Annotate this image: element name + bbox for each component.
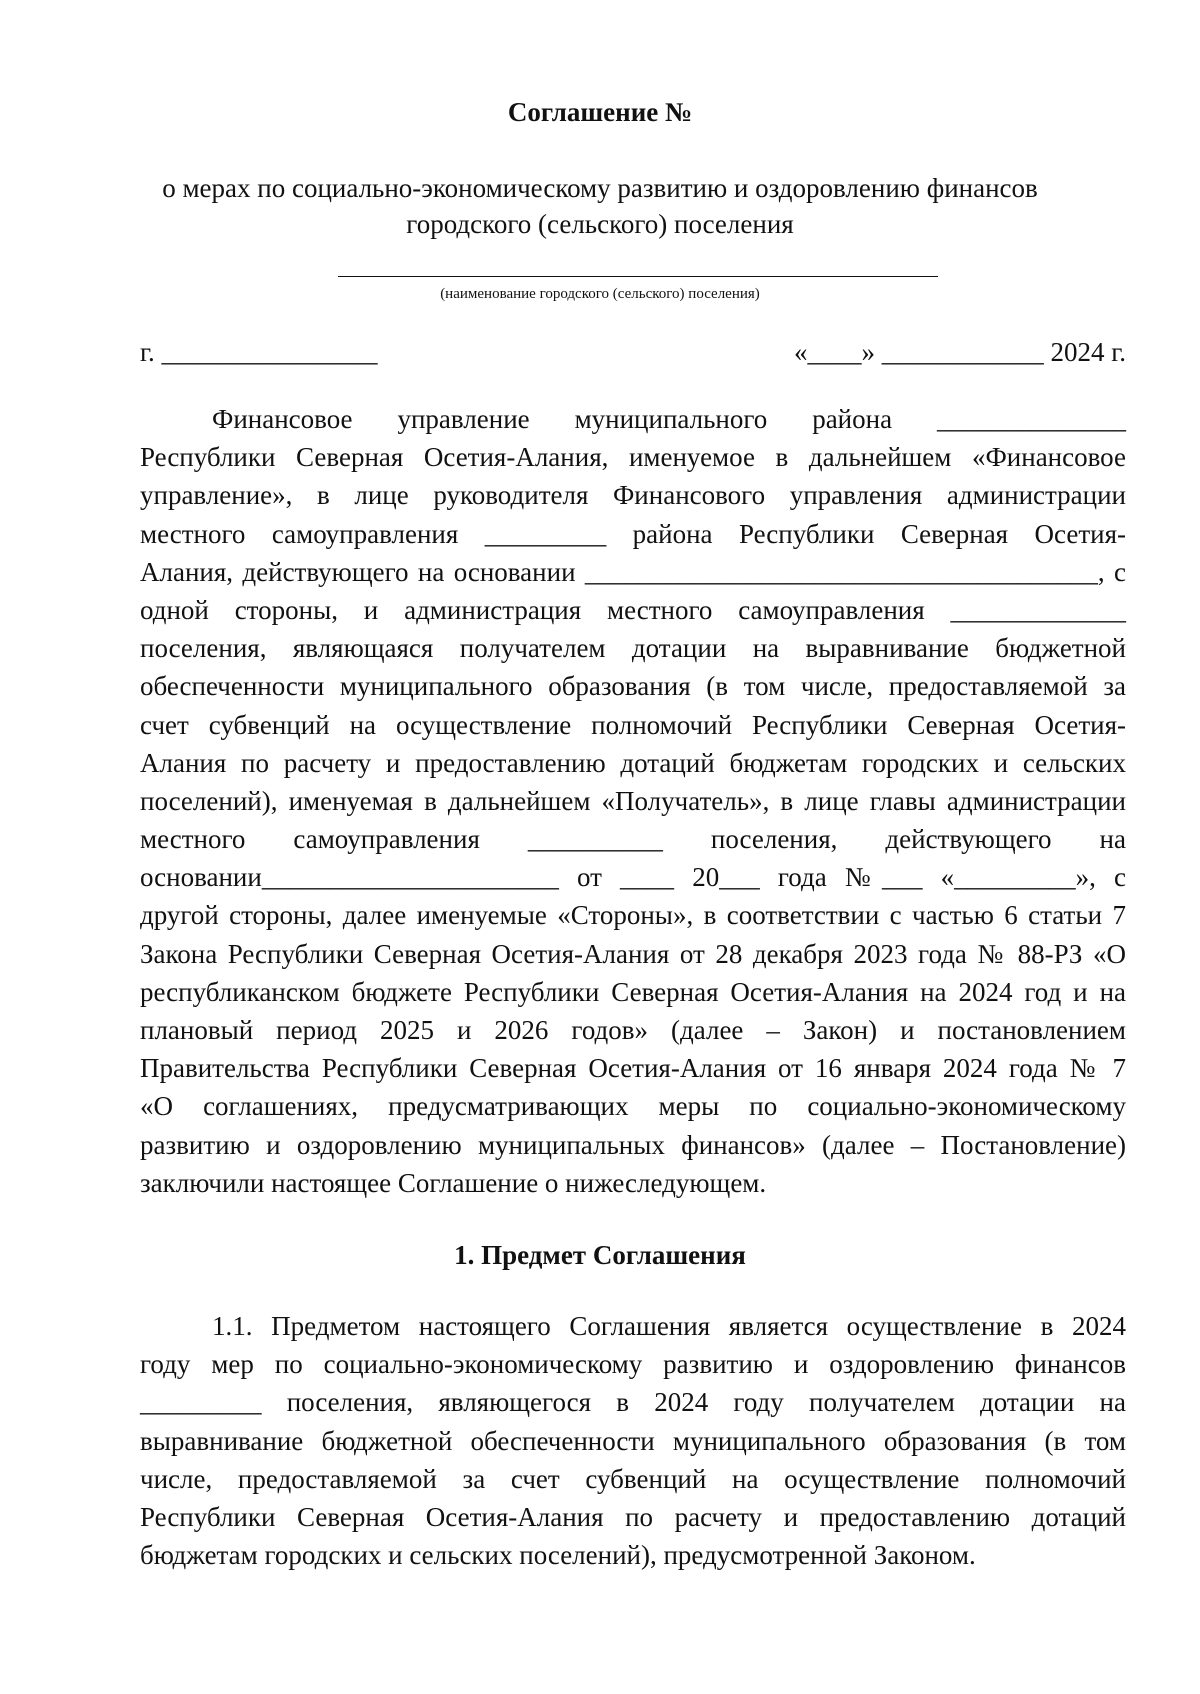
paragraph-line: развитию и оздоровлению муниципальных финансов» (далее – Постановление) <box>140 1129 1126 1160</box>
paragraph-line: Республики Северная Осетия-Алания, именуемое в дальнейшем «Финансовое <box>140 442 1126 473</box>
paragraph-line: одной стороны, и администрация местного самоуправления _____________ <box>140 594 1126 625</box>
paragraph-line: Алания по расчету и предоставлению дотаций бюджетам городских и сельских <box>140 747 1126 778</box>
intro-paragraph <box>140 400 1126 1202</box>
paragraph-line: обеспеченности муниципального образования (в том числе, предоставляемой за <box>140 671 1126 702</box>
paragraph-line: другой стороны, далее именуемые «Стороны», в соответствии с частью 6 статьи 7 <box>140 900 1126 931</box>
paragraph-line: Республики Северная Осетия-Алания по расчету и предоставлению дотаций <box>140 1501 1126 1532</box>
date-field: «____» ____________ 2024 г. <box>793 337 1126 367</box>
paragraph-line: управление», в лице руководителя Финансового управления администрации <box>140 480 1126 511</box>
paragraph-line: Закона Республики Северная Осетия-Алания от 28 декабря 2023 года № 88-РЗ «О <box>140 938 1126 969</box>
settlement-name-blank <box>338 276 938 277</box>
paragraph-line: Алания, действующего на основании ______________________________________, с <box>140 556 1126 587</box>
paragraph-line: основании______________________ от ____ 20___ года №___ «_________», с <box>140 862 1126 893</box>
paragraph-line: местного самоуправления __________ поселения, действующего на <box>140 824 1126 855</box>
paragraph-line: бюджетам городских и сельских поселений), предусмотренной Законом. <box>140 1540 976 1571</box>
paragraph-line: «О соглашениях, предусматривающих меры по социально-экономическому <box>140 1091 1126 1122</box>
paragraph-line: Правительства Республики Северная Осетия-Алания от 16 января 2024 года № 7 <box>140 1053 1126 1084</box>
paragraph-line: счет субвенций на осуществление полномочий Республики Северная Осетия- <box>140 709 1126 740</box>
paragraph-line: году мер по социально-экономическому развитию и оздоровлению финансов <box>140 1349 1126 1380</box>
paragraph-line: поселения, являющаяся получателем дотации на выравнивание бюджетной <box>140 633 1126 664</box>
subtitle-line-1: о мерах по социально-экономическому развитию и оздоровлению финансов <box>162 173 1038 203</box>
section-1-heading: 1. Предмет Соглашения <box>454 1240 746 1270</box>
paragraph-line: поселений), именуемая в дальнейшем «Получатель», в лице главы администрации <box>140 785 1126 816</box>
paragraph-line: плановый период 2025 и 2026 годов» (далее – Закон) и постановлением <box>140 1015 1126 1045</box>
settlement-name-caption: (наименование городского (сельского) поселения) <box>440 286 760 302</box>
document-subtitle <box>0 170 1200 242</box>
paragraph-line: выравнивание бюджетной обеспеченности муниципального образования (в том <box>140 1425 1126 1456</box>
paragraph-line: числе, предоставляемой за счет субвенций на осуществление полномочий <box>140 1463 1126 1494</box>
place-date-row <box>140 334 1126 370</box>
paragraph-line: Финансовое управление муниципального района ______________ <box>212 404 1126 434</box>
paragraph-line: 1.1. Предметом настоящего Соглашения является осуществление в 2024 <box>212 1311 1126 1341</box>
paragraph-line: _________ поселения, являющегося в 2024 году получателем дотации на <box>140 1387 1126 1418</box>
clause-1-1 <box>140 1307 1126 1574</box>
document-title: Соглашение № <box>507 97 693 127</box>
paragraph-line: заключили настоящее Соглашение о нижеследующем. <box>140 1167 767 1198</box>
place-field: г. ________________ <box>140 337 378 367</box>
paragraph-line: местного самоуправления _________ района Республики Северная Осетия- <box>140 518 1126 549</box>
paragraph-line: республиканском бюджете Республики Северная Осетия-Алания на 2024 год и на <box>140 976 1126 1007</box>
subtitle-line-2: городского (сельского) поселения <box>406 209 794 239</box>
